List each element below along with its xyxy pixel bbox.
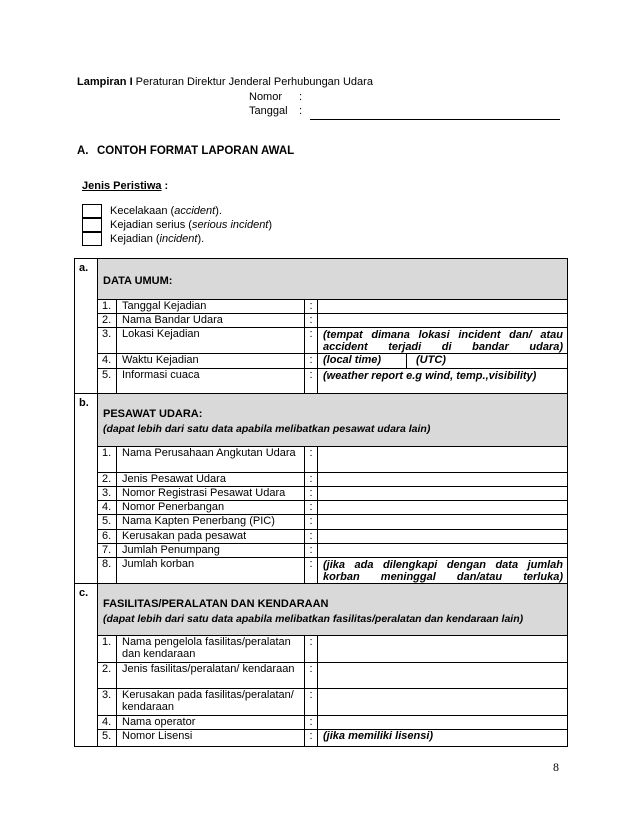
row-number: 1. bbox=[98, 300, 117, 314]
row-number: 4. bbox=[98, 716, 117, 730]
row-label: Nama Kapten Penerbang (PIC) bbox=[117, 515, 305, 530]
table-row bbox=[98, 368, 567, 394]
row-label: Jumlah korban bbox=[117, 558, 305, 584]
table-row bbox=[98, 543, 567, 558]
row-number: 5. bbox=[98, 730, 117, 747]
jenis-peristiwa-colon: : bbox=[161, 180, 169, 192]
row-colon: : bbox=[305, 716, 318, 730]
table-row bbox=[98, 299, 567, 314]
document-header bbox=[77, 76, 373, 88]
row-label: Kerusakan pada pesawat bbox=[117, 530, 305, 544]
option-text: Kejadian ( bbox=[110, 233, 160, 245]
section-a-header-band bbox=[98, 259, 567, 299]
section-subtitle: (dapat lebih dari satu data apabila melibatkan fasilitas/peralatan dan kendaraan lain) bbox=[103, 613, 524, 625]
table-row bbox=[98, 662, 567, 689]
time-split bbox=[406, 354, 407, 369]
row-colon: : bbox=[305, 473, 318, 487]
lampiran-label: Lampiran I bbox=[77, 76, 133, 88]
table-row bbox=[98, 514, 567, 530]
row-number: 1. bbox=[98, 447, 117, 473]
option-text: Kejadian serius ( bbox=[110, 219, 192, 231]
row-label: Jenis Pesawat Udara bbox=[117, 473, 305, 487]
row-label: Nama pengelola fasilitas/peralatan dan kendaraan bbox=[117, 636, 305, 663]
row-value[interactable] bbox=[318, 354, 567, 369]
row-colon: : bbox=[305, 663, 318, 689]
row-value[interactable] bbox=[318, 716, 567, 730]
row-value[interactable] bbox=[318, 473, 567, 487]
checkbox-incident[interactable] bbox=[82, 232, 102, 246]
table-row bbox=[98, 313, 567, 328]
row-label: Nomor Registrasi Pesawat Udara bbox=[117, 487, 305, 501]
row-number: 3. bbox=[98, 487, 117, 501]
row-colon: : bbox=[305, 501, 318, 515]
row-number: 7. bbox=[98, 544, 117, 558]
section-title: PESAWAT UDARA: bbox=[103, 408, 203, 420]
section-a-heading bbox=[77, 145, 294, 157]
row-number: 6. bbox=[98, 530, 117, 544]
section-a-title: CONTOH FORMAT LAPORAN AWAL bbox=[97, 145, 295, 157]
row-colon: : bbox=[305, 300, 318, 314]
tanggal-label: Tanggal bbox=[249, 105, 288, 117]
row-number: 5. bbox=[98, 369, 117, 394]
table-row bbox=[98, 635, 567, 663]
page-number: 8 bbox=[553, 760, 559, 774]
table-row bbox=[98, 446, 567, 473]
section-title: DATA UMUM: bbox=[103, 275, 173, 287]
option-italic: incident bbox=[159, 233, 198, 245]
section-title: FASILITAS/PERALATAN DAN KENDARAAN bbox=[103, 598, 329, 610]
row-number: 2. bbox=[98, 473, 117, 487]
local-time: (local time) bbox=[323, 354, 382, 366]
peraturan-text: Peraturan Direktur Jenderal Perhubungan Udara bbox=[132, 76, 373, 88]
row-colon: : bbox=[305, 314, 318, 328]
section-subtitle: (dapat lebih dari satu data apabila melibatkan pesawat udara lain) bbox=[103, 423, 431, 435]
option-end: ). bbox=[197, 233, 205, 245]
row-label: Nama Bandar Udara bbox=[117, 314, 305, 328]
checkbox-accident[interactable] bbox=[82, 204, 102, 218]
jenis-peristiwa-label: Jenis Peristiwa bbox=[82, 180, 162, 192]
section-a-number: A. bbox=[77, 145, 89, 157]
row-number: 8. bbox=[98, 558, 117, 584]
row-number: 1. bbox=[98, 636, 117, 663]
row-colon: : bbox=[305, 354, 318, 369]
row-number: 3. bbox=[98, 328, 117, 354]
table-row bbox=[98, 500, 567, 515]
section-c-header-band bbox=[98, 584, 567, 635]
row-value[interactable] bbox=[318, 663, 567, 689]
row-label: Kerusakan pada fasilitas/peralatan/ kendaraan bbox=[117, 689, 305, 716]
row-colon: : bbox=[305, 328, 318, 354]
row-value[interactable] bbox=[318, 300, 567, 314]
table-row bbox=[98, 529, 567, 544]
nomor-row bbox=[249, 91, 302, 103]
row-colon: : bbox=[305, 487, 318, 501]
row-label: Nomor Penerbangan bbox=[117, 501, 305, 515]
row-label: Jenis fasilitas/peralatan/ kendaraan bbox=[117, 663, 305, 689]
tanggal-underline bbox=[310, 119, 560, 120]
row-value[interactable]: (weather report e.g wind, temp.,visibility) bbox=[323, 370, 537, 382]
row-number: 4. bbox=[98, 501, 117, 515]
row-label: Nama operator bbox=[117, 716, 305, 730]
section-b-header-band bbox=[98, 394, 567, 446]
row-colon: : bbox=[305, 558, 318, 584]
row-value[interactable]: (jika ada dilengkapi dengan data jumlah korban meninggal dan/atau terluka) bbox=[323, 559, 563, 583]
table-row bbox=[98, 729, 567, 747]
table-row bbox=[98, 557, 567, 584]
row-value[interactable] bbox=[318, 530, 567, 544]
nomor-label: Nomor bbox=[249, 91, 283, 103]
row-label: Tanggal Kejadian bbox=[117, 300, 305, 314]
row-colon: : bbox=[305, 689, 318, 716]
row-value[interactable] bbox=[318, 501, 567, 515]
option-italic: accident bbox=[174, 205, 216, 217]
option-text: Kecelakaan ( bbox=[110, 205, 175, 217]
row-label: Nama Perusahaan Angkutan Udara bbox=[117, 447, 305, 473]
table-row bbox=[98, 486, 567, 501]
row-label: Jumlah Penumpang bbox=[117, 544, 305, 558]
row-value[interactable]: (tempat dimana lokasi incident dan/ atau accident terjadi di bandar udara) bbox=[323, 329, 563, 353]
tanggal-row bbox=[249, 105, 302, 117]
row-label: Lokasi Kejadian bbox=[117, 328, 305, 354]
section-letter-c: c. bbox=[79, 587, 89, 599]
row-value[interactable] bbox=[318, 515, 567, 530]
jenis-peristiwa bbox=[82, 180, 168, 192]
row-value[interactable] bbox=[318, 314, 567, 328]
row-value[interactable] bbox=[318, 689, 567, 716]
option-end: ). bbox=[215, 205, 222, 217]
nomor-colon: : bbox=[299, 91, 303, 103]
row-number: 5. bbox=[98, 515, 117, 530]
row-number: 2. bbox=[98, 314, 117, 328]
table-row bbox=[98, 688, 567, 716]
row-value[interactable] bbox=[318, 447, 567, 473]
table-row bbox=[98, 353, 567, 369]
table-row bbox=[98, 715, 567, 730]
row-label: Nomor Lisensi bbox=[117, 730, 305, 747]
option-end: ) bbox=[268, 219, 273, 231]
section-letter-b: b. bbox=[79, 397, 89, 409]
row-number: 4. bbox=[98, 354, 117, 369]
tanggal-colon: : bbox=[299, 105, 303, 117]
row-value[interactable] bbox=[318, 636, 567, 663]
table-row bbox=[98, 327, 567, 354]
row-colon: : bbox=[305, 447, 318, 473]
section-letter-a: a. bbox=[79, 262, 89, 274]
row-number: 3. bbox=[98, 689, 117, 716]
row-colon: : bbox=[305, 730, 318, 747]
row-colon: : bbox=[305, 636, 318, 663]
row-value[interactable]: (jika memiliki lisensi) bbox=[323, 730, 434, 742]
row-colon: : bbox=[305, 369, 318, 394]
option-italic: serious incident bbox=[191, 219, 269, 231]
row-colon: : bbox=[305, 530, 318, 544]
row-colon: : bbox=[305, 515, 318, 530]
utc-time: (UTC) bbox=[416, 354, 446, 366]
report-table bbox=[74, 258, 568, 747]
row-label: Informasi cuaca bbox=[117, 369, 305, 394]
row-colon: : bbox=[305, 544, 318, 558]
row-label: Waktu Kejadian bbox=[117, 354, 305, 369]
checkbox-serious-incident[interactable] bbox=[82, 218, 102, 232]
row-value[interactable] bbox=[318, 544, 567, 558]
table-row bbox=[98, 472, 567, 487]
section-letter-column bbox=[75, 259, 98, 746]
row-value[interactable] bbox=[318, 487, 567, 501]
row-number: 2. bbox=[98, 663, 117, 689]
